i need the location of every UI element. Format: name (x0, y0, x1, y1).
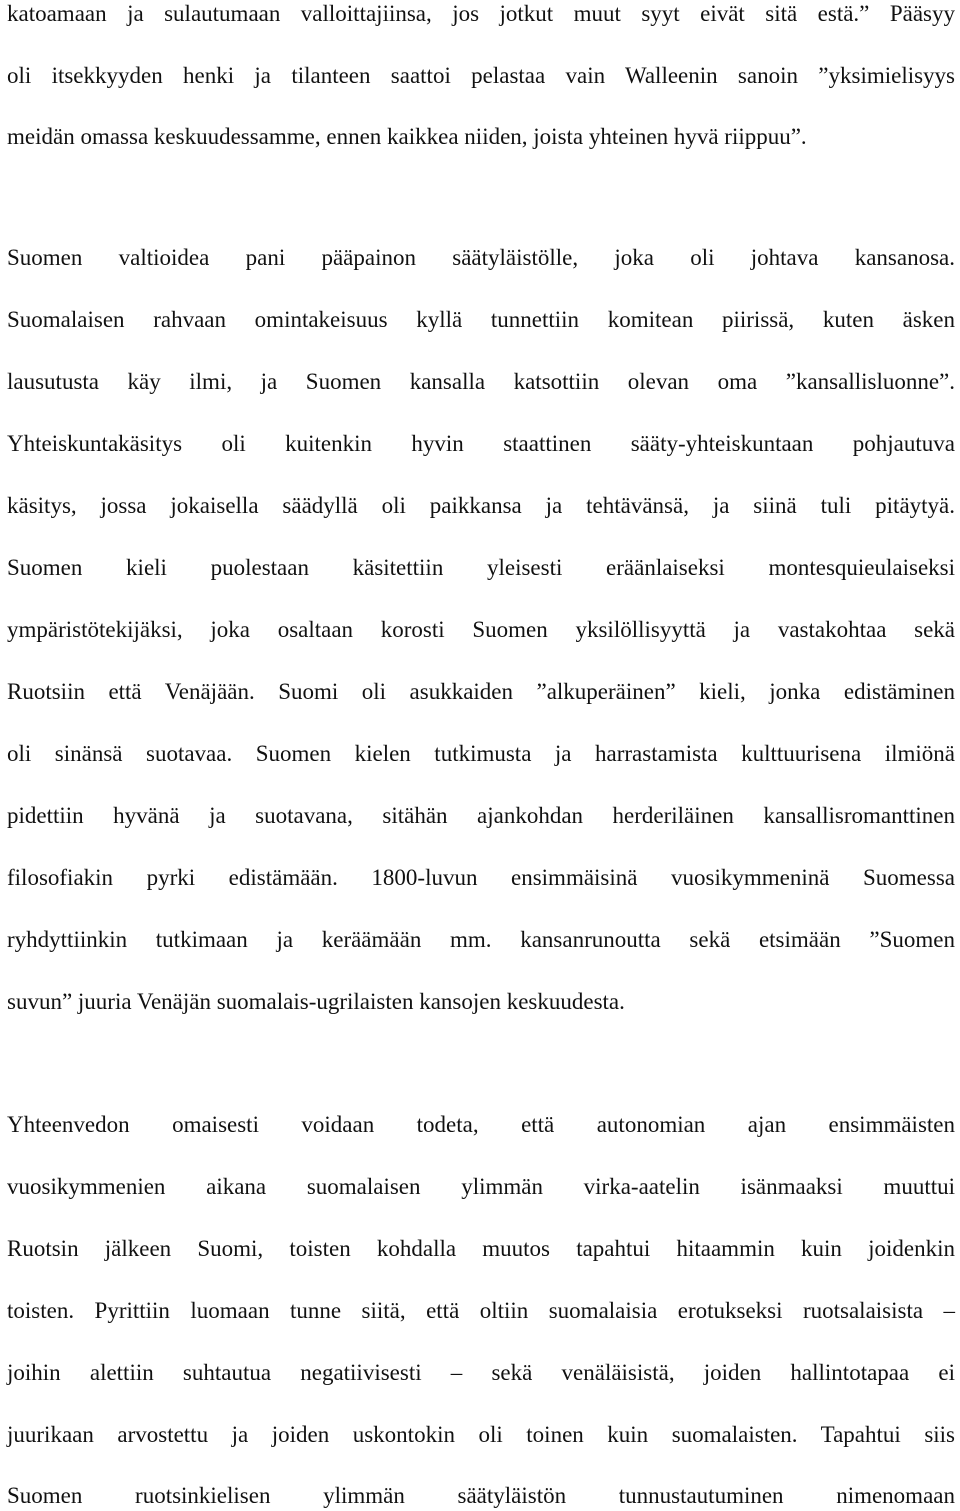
text-line: Yhteenvedon omaisesti voidaan todeta, että autonomian ajan ensimmäisten (7, 1112, 955, 1137)
text-line: vuosikymmenien aikana suomalaisen ylimmän virka-aatelin isänmaaksi muuttui (7, 1174, 955, 1199)
text-line: meidän omassa keskuudessamme, ennen kaikkea niiden, joista yhteinen hyvä riippuu”. (7, 124, 807, 149)
text-line: toisten. Pyrittiin luomaan tunne siitä, että oltiin suomalaisia erotukseksi ruotsalaisista – (7, 1298, 955, 1323)
text-line: juurikaan arvostettu ja joiden uskontokin oli toinen kuin suomalaisten. Tapahtui siis (7, 1422, 955, 1447)
text-line: ryhdyttiinkin tutkimaan ja keräämään mm. kansanrunoutta sekä etsimään ”Suomen (7, 927, 955, 952)
text-line: Suomen valtioidea pani pääpainon säätyläistölle, joka oli johtava kansanosa. (7, 245, 955, 270)
text-line: lausutusta käy ilmi, ja Suomen kansalla katsottiin olevan oma ”kansallisluonne”. (7, 369, 955, 394)
text-line: Yhteiskuntakäsitys oli kuitenkin hyvin staattinen sääty-yhteiskuntaan pohjautuva (7, 431, 955, 456)
text-line: Suomalaisen rahvaan omintakeisuus kyllä tunnettiin komitean piirissä, kuten äsken (7, 307, 955, 332)
text-line: filosofiakin pyrki edistämään. 1800-luvun ensimmäisinä vuosikymmeninä Suomessa (7, 865, 955, 890)
text-line: Ruotsin jälkeen Suomi, toisten kohdalla muutos tapahtui hitaammin kuin joidenkin (7, 1236, 955, 1261)
text-line: oli sinänsä suotavaa. Suomen kielen tutkimusta ja harrastamista kulttuurisena ilmiönä (7, 741, 955, 766)
text-line: joihin alettiin suhtautua negatiivisesti – sekä venäläisistä, joiden hallintotapaa ei (7, 1360, 955, 1385)
text-line: pidettiin hyvänä ja suotavana, sitähän ajankohdan herderiläinen kansallisromanttinen (7, 803, 955, 828)
text-line: Suomen ruotsinkielisen ylimmän säätyläistön tunnustautuminen nimenomaan (7, 1483, 955, 1508)
text-line: Ruotsiin että Venäjään. Suomi oli asukkaiden ”alkuperäinen” kieli, jonka edistäminen (7, 679, 955, 704)
text-line: ympäristötekijäksi, joka osaltaan korosti Suomen yksilöllisyyttä ja vastakohtaa sekä (7, 617, 955, 642)
text-line: katoamaan ja sulautumaan valloittajiinsa, jos jotkut muut syyt eivät sitä estä.” Pääsyy (7, 1, 955, 26)
text-line: suvun” juuria Venäjän suomalais-ugrilaisten kansojen keskuudesta. (7, 989, 625, 1014)
text-line: oli itsekkyyden henki ja tilanteen saattoi pelastaa vain Walleenin sanoin ”yksimielisyys (7, 63, 955, 88)
text-line: käsitys, jossa jokaisella säädyllä oli paikkansa ja tehtävänsä, ja siinä tuli pitäytyä. (7, 493, 955, 518)
text-line: Suomen kieli puolestaan käsitettiin yleisesti eräänlaiseksi montesquieulaiseksi (7, 555, 955, 580)
